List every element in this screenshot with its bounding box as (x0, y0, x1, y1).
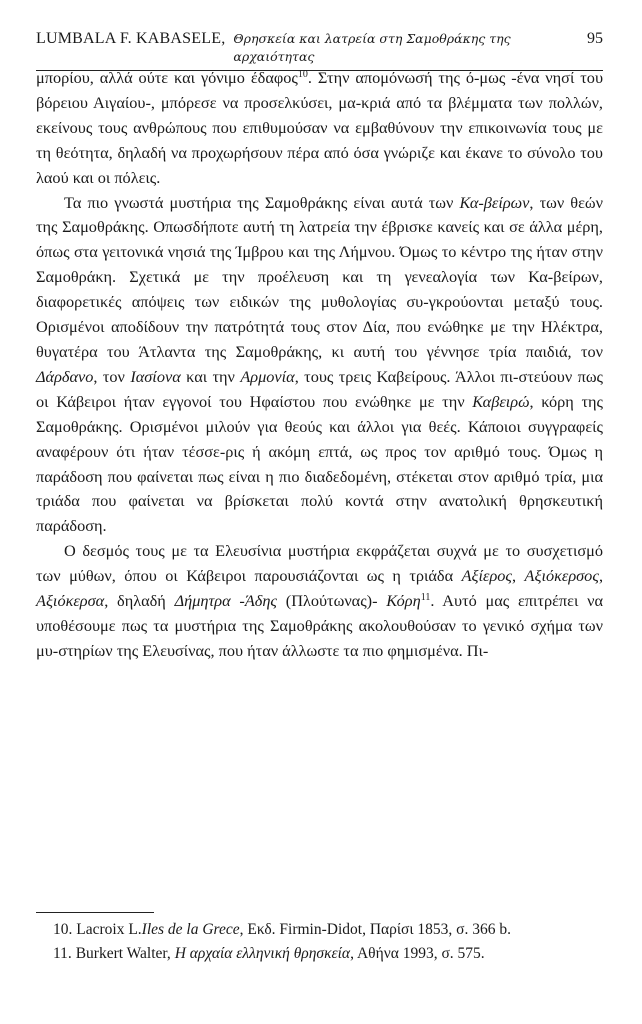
footnotes (36, 918, 603, 966)
header-running-title: Θρησκεία και λατρεία στη Σαμοθράκης της αρχαιότητας (233, 31, 511, 64)
footnote-10: 10. Lacroix L.Iles de la Grece, Εκδ. Firmin-Didot, Παρίσι 1853, σ. 366 b. (53, 921, 512, 938)
footnote-ref-10: 10 (297, 69, 308, 80)
page-number: 95 (587, 30, 603, 47)
header-author: LUMBALA F. KABASELE, (36, 30, 226, 47)
main-text (36, 66, 603, 664)
footnote-11: 11. Burkert Walter, Η αρχαία ελληνική θρησκεία, Αθήνα 1993, σ. 575. (53, 945, 485, 962)
footnote-divider (36, 912, 154, 913)
running-header (36, 30, 603, 71)
paragraph-3: Ο δεσμός τους με τα Ελευσίνια μυστήρια εκφράζεται συχνά με το συσχετισμό των μύθων, όπου οι Κάβειροι παρουσιάζονται ως η τριάδα Αξίερος, Αξιόκερσος, Αξιόκερσα, δηλαδή Δήμητρα -Άδης (Πλούτωνας)- Κόρη$^{11}$. Αυτό μας επιτρέπει να υποθέσουμε πως τα μυστήρια της Σαμοθράκης ακολουθούσαν το γενικό σχήμα των μυ-στηρίων της Ελευσίνας, που ήταν άλλωστε τα πιο φημισμένα. Πι- (36, 541, 604, 660)
footnote-ref-11: 11 (420, 592, 431, 604)
paragraph-2: Τα πιο γνωστά μυστήρια της Σαμοθράκης είναι αυτά των Κα-βείρων, των θεών της Σαμοθράκης. Οπωσδήποτε αυτή τη λατρεία την έβρισκε κανείς και σε άλλα μέρη, όπως στα γειτονικά νησιά της Ίμβρου και της Λήμνου. Όμως το κέντρο της ήταν στην Σαμοθράκη. Σχετικά με την προέλευση και τη γενεαλογία των Κα-βείρων, διαφορετικές απόψεις των ειδικών της μυθολογίας συ-γκρούονται μεταξύ τους. Ορισμένοι αποδίδουν την πατρότητά τους στον Δία, που ενώθηκε με την Ηλέκτρα, θυγατέρα του Άτλαντα της Σαμοθράκης, κι αυτή του γέννησε τρία παιδιά, τον Δάρδανο, τον Ιασίονα και την Αρμονία, τους τρεις Καβείρους. Άλλοι πι-στεύουν πως οι Κάβειροι ήταν εγγονοί του Ηφαίστου που ενώθηκε με την Καβειρώ, κόρη της Σαμοθράκης. Ορισμένοι μιλούν για θεούς και άλλοι για θεές. Κάποιοι συγγραφείς αναφέρουν ότι ήταν τέσσε-ρις ή ακόμη επτά, ως προς τον αριθμό τους. Όμως η παράδοση που φαίνεται πως είναι η πιο διαδεδομένη, στέκεται στον αριθμό τρία, μια τριάδα που φαίνεται να βρίσκεται πολύ κοντά στην ανατολική θρησκευτική παράδοση. (36, 192, 603, 536)
paragraph-1: μπορίου, αλλά ούτε και γόνιμο έδαφος$^{10}$. Στην απομόνωσή της ό-μως -ένα νησί του βόρειου Αιγαίου-, μπόρεσε να προσελκύσει, μα-κριά από τα βλέμματα των πολλών, εκείνους τους ανθρώπους που επιθυμούσαν να εμβαθύνουν την επικοινωνία τους με τη θεότητα, δηλαδή να προχωρήσουν πέρα από όσα γνώριζε και έκανε το σύνολο του λαού και οι πόλεις. (36, 68, 603, 187)
